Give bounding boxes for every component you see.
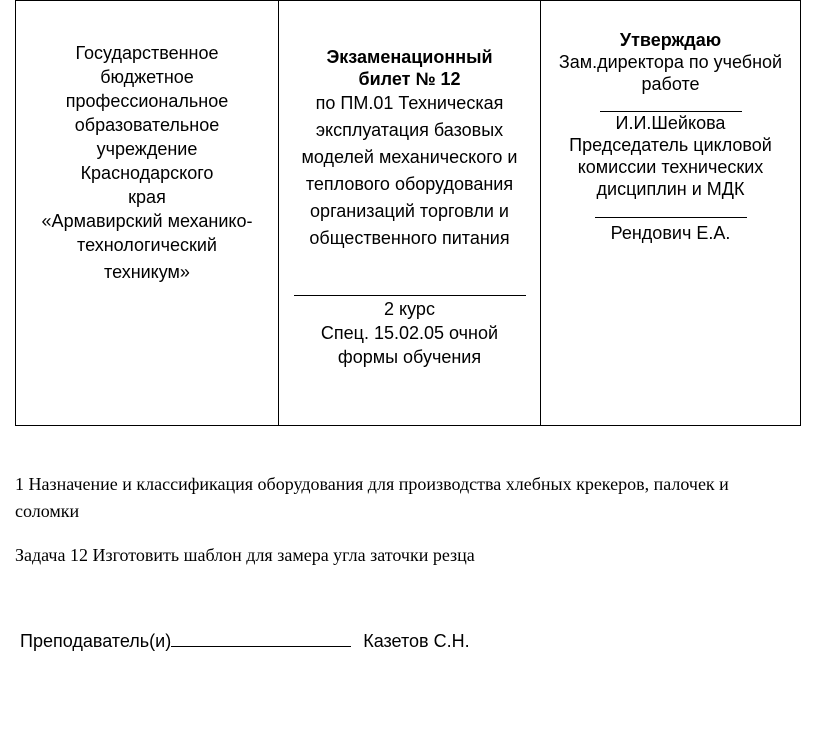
- ticket-number: билет № 12: [358, 69, 461, 89]
- subject-line: моделей механического и: [301, 147, 518, 167]
- signature-line: [294, 295, 526, 296]
- institution-line: бюджетное: [100, 67, 194, 87]
- subject-line: по ПМ.01 Техническая: [315, 93, 504, 113]
- subject-line: теплового оборудования: [305, 174, 514, 194]
- institution-cell: [16, 1, 279, 425]
- institution-line: «Армавирский механико-: [41, 211, 253, 231]
- exam-task: Задача 12 Изготовить шаблон для замера угла заточки резца: [15, 545, 475, 565]
- teacher-signature-row: [20, 628, 470, 655]
- exam-question: 1 Назначение и классификация оборудования для производства хлебных крекеров, палочек и соломки: [15, 474, 729, 521]
- ticket-header-table: [15, 0, 801, 426]
- institution-line: Краснодарского: [80, 163, 214, 183]
- study-form-line: формы обучения: [337, 347, 482, 367]
- approval-cell: [541, 1, 800, 425]
- teacher-label: Преподаватель(и): [20, 631, 172, 651]
- course-line: 2 курс: [384, 299, 435, 319]
- ticket-title: Экзаменационный: [326, 47, 493, 67]
- chair-line: дисциплин и МДК: [596, 179, 745, 199]
- institution-line: Государственное: [75, 43, 219, 63]
- chair-line: Председатель цикловой: [569, 135, 772, 155]
- position-line: работе: [641, 74, 700, 94]
- institution-line: профессиональное: [65, 91, 229, 111]
- approval-label: Утверждаю: [619, 30, 722, 50]
- deputy-name: И.И.Шейкова: [615, 113, 726, 133]
- teacher-signature-line: [171, 630, 351, 647]
- subject-line: организаций торговли и: [310, 201, 509, 221]
- institution-line: образовательное: [74, 115, 220, 135]
- teacher-name: Казетов С.Н.: [363, 631, 470, 651]
- chair-line: комиссии технических: [577, 157, 764, 177]
- chair-signature-line: [595, 217, 747, 218]
- position-line: Зам.директора по учебной: [558, 52, 783, 72]
- subject-line: эксплуатация базовых: [315, 120, 504, 140]
- specialty-line: Спец. 15.02.05 очной: [320, 323, 499, 343]
- subject-line: общественного питания: [309, 228, 510, 248]
- ticket-cell: [279, 1, 541, 425]
- institution-line: технологический: [77, 235, 217, 255]
- institution-line: края: [128, 187, 166, 207]
- institution-line: учреждение: [96, 139, 198, 159]
- chair-name: Рендович Е.А.: [610, 223, 731, 243]
- institution-line: техникум»: [104, 262, 190, 282]
